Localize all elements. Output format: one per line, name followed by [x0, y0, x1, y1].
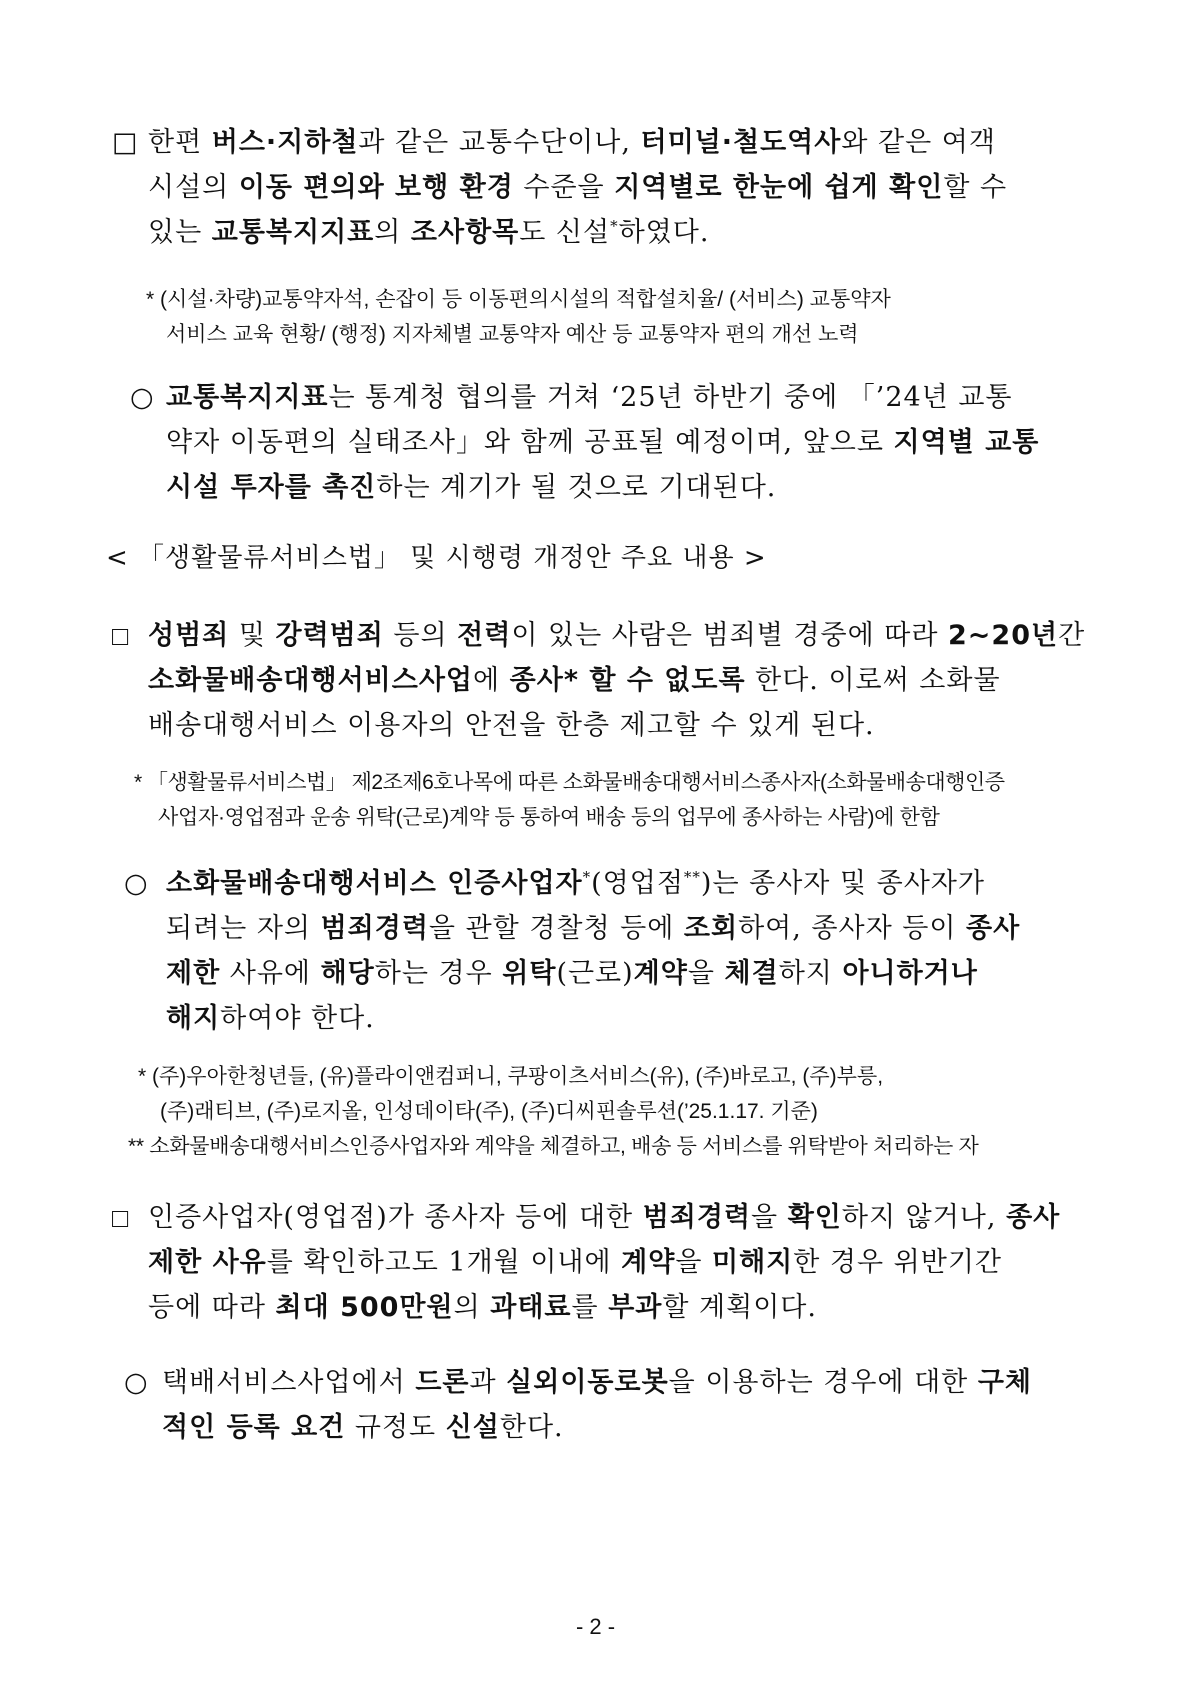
paragraph-line: 되려는 자의 범죄경력을 관할 경찰청 등에 조회하여, 종사자 등이 종사 [166, 913, 1021, 944]
footnote-line: ** 소화물배송대행서비스인증사업자와 계약을 체결하고, 배송 등 서비스를 위탁받아 처리하는 자 [128, 1135, 979, 1158]
paragraph-line: 적인 등록 요건 규정도 신설한다. [162, 1412, 564, 1443]
footnote-line: * 「생활물류서비스법」 제2조제6호나목에 따른 소화물배송대행서비스종사자(소화물배송대행인증 [134, 771, 1005, 794]
paragraph-line: 있는 교통복지지표의 조사항목도 신설*하였다. [148, 217, 710, 248]
footnote-line: 사업자·영업점과 운송 위탁(근로)계약 등 통하여 배송 등의 업무에 종사하는 사람)에 한함 [158, 806, 940, 829]
footnote-line: (주)래티브, (주)로지올, 인성데이타(주), (주)디씨핀솔루션(’25.1.17. 기준) [160, 1100, 818, 1123]
footnote-line: 서비스 교육 현황/ (행정) 지자체별 교통약자 예산 등 교통약자 편의 개선 노력 [166, 323, 859, 346]
paragraph-line: 소화물배송대행서비스 인증사업자*(영업점**)는 종사자 및 종사자가 [166, 868, 985, 899]
footnote-line: * (주)우아한청년들, (유)플라이앤컴퍼니, 쿠팡이츠서비스(유), (주)바로고, (주)부릉, [138, 1065, 884, 1088]
circle-bullet-marker: ○ [124, 1367, 149, 1398]
paragraph-line: 배송대행서비스 이용자의 안전을 한층 제고할 수 있게 된다. [148, 710, 875, 741]
paragraph-line: 해지하여야 한다. [166, 1003, 375, 1034]
paragraph-line: 등에 따라 최대 500만원의 과태료를 부과할 계획이다. [148, 1292, 817, 1323]
paragraph-line: 시설의 이동 편의와 보행 환경 수준을 지역별로 한눈에 쉽게 확인할 수 [148, 172, 1008, 203]
box-bullet-marker: □ [112, 1203, 130, 1233]
paragraph-line: 시설 투자를 촉진하는 계기가 될 것으로 기대된다. [166, 472, 777, 503]
paragraph-line: 성범죄 및 강력범죄 등의 전력이 있는 사람은 범죄별 경중에 따라 2~20년간 [148, 620, 1086, 651]
paragraph-line: 인증사업자(영업점)가 종사자 등에 대한 범죄경력을 확인하지 않거나, 종사 [148, 1202, 1061, 1233]
paragraph-line: 소화물배송대행서비스사업에 종사* 할 수 없도록 한다. 이로써 소화물 [148, 665, 1001, 696]
paragraph-line: 제한 사유에 해당하는 경우 위탁(근로)계약을 체결하지 아니하거나 [166, 958, 978, 989]
paragraph-line: 한편 버스·지하철과 같은 교통수단이나, 터미널·철도역사와 같은 여객 [148, 127, 996, 158]
footnote-line: * (시설·차량)교통약자석, 손잡이 등 이동편의시설의 적합설치율/ (서비스) 교통약자 [146, 288, 891, 311]
paragraph-line: 약자 이동편의 실태조사」와 함께 공표될 예정이며, 앞으로 지역별 교통 [166, 427, 1040, 458]
box-bullet-marker: □ [112, 127, 139, 158]
box-bullet-marker: □ [112, 621, 130, 651]
paragraph-line: 교통복지지표는 통계청 협의를 거쳐 ‘25년 하반기 중에 「’24년 교통 [166, 382, 1013, 413]
circle-bullet-marker: ○ [124, 868, 149, 899]
paragraph-line: 제한 사유를 확인하고도 1개월 이내에 계약을 미해지한 경우 위반기간 [148, 1247, 1002, 1278]
section-heading: < 「생활물류서비스법」 및 시행령 개정안 주요 내용 > [106, 543, 767, 573]
paragraph-line: 택배서비스사업에서 드론과 실외이동로봇을 이용하는 경우에 대한 구체 [162, 1367, 1032, 1398]
circle-bullet-marker: ○ [130, 382, 155, 413]
page-number: - 2 - [575, 1614, 616, 1639]
